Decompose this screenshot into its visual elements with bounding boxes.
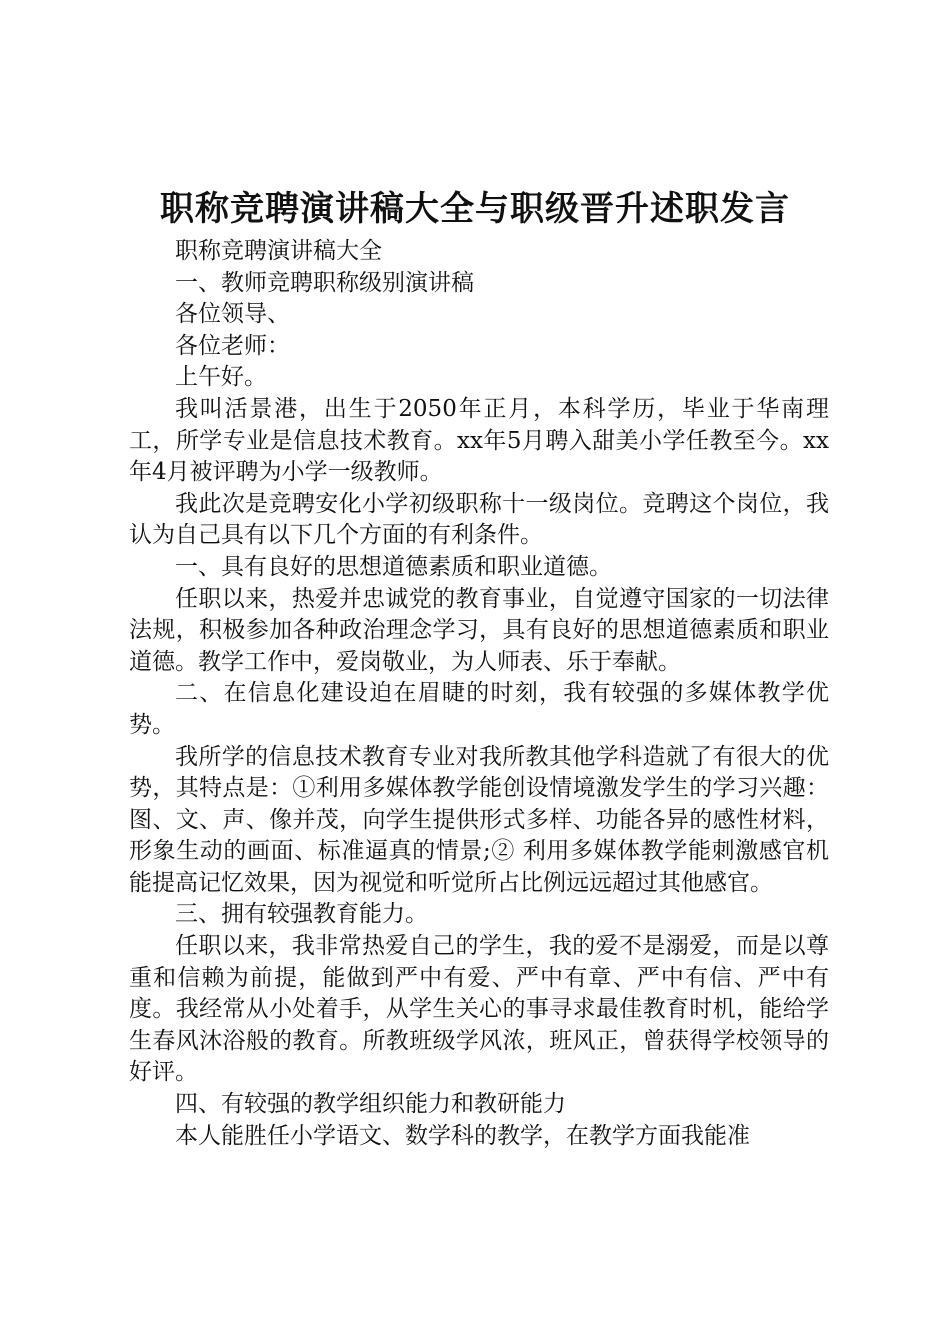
paragraph: 二、在信息化建设迫在眉睫的时刻，我有较强的多媒体教学优势。	[129, 680, 829, 738]
document-title: 职称竞聘演讲稿大全与职级晋升述职发言	[160, 189, 790, 229]
document-body	[129, 236, 829, 1152]
paragraph: 一、教师竞聘职称级别演讲稿	[175, 269, 474, 296]
paragraph: 我此次是竞聘安化小学初级职称十一级岗位。竞聘这个岗位，我认为自己具有以下几个方面的有利条件。	[129, 490, 829, 549]
paragraph: 各位老师：	[175, 332, 290, 359]
paragraph: 本人能胜任小学语文、数学科的教学，在教学方面我能准	[175, 1122, 750, 1149]
paragraph: 任职以来，我非常热爱自己的学生，我的爱不是溺爱，而是以尊重和信赖为前提，能做到严中有爱、严中有章、严中有信、严中有度。我经常从小处着手，从学生关心的事寻求最佳教育时机，能给学生春风沐浴般的教育。所教班级学风浓，班风正，曾获得学校领导的好评。	[129, 933, 829, 1086]
paragraph: 各位领导、	[175, 301, 290, 328]
paragraph: 四、有较强的教学组织能力和教研能力	[175, 1091, 566, 1118]
paragraph: 我所学的信息技术教育专业对我所教其他学科造就了有很大的优势，其特点是：①利用多媒体教学能创设情境激发学生的学习兴趣：图、文、声、像并茂，向学生提供形式多样、功能各异的感性材料，形象生动的画面、标准逼真的情景;② 利用多媒体教学能刺激感官机能提高记忆效果，因为视觉和听觉所占比例远远超过其他感官。	[129, 743, 829, 896]
paragraph: 我叫活景港，出生于2050年正月，本科学历，毕业于华南理工，所学专业是信息技术教育。xx年5月聘入甜美小学任教至今。xx年4月被评聘为小学一级教师。	[129, 395, 829, 486]
paragraph: 三、拥有较强教育能力。	[175, 901, 428, 928]
paragraph: 一、具有良好的思想道德素质和职业道德。	[175, 553, 612, 580]
paragraph: 职称竞聘演讲稿大全	[175, 238, 382, 264]
paragraph: 上午好。	[175, 364, 267, 391]
paragraph: 任职以来，热爱并忠诚党的教育事业，自觉遵守国家的一切法律法规，积极参加各种政治理念学习，具有良好的思想道德素质和职业道德。教学工作中，爱岗敬业，为人师表、乐于奉献。	[129, 585, 829, 675]
